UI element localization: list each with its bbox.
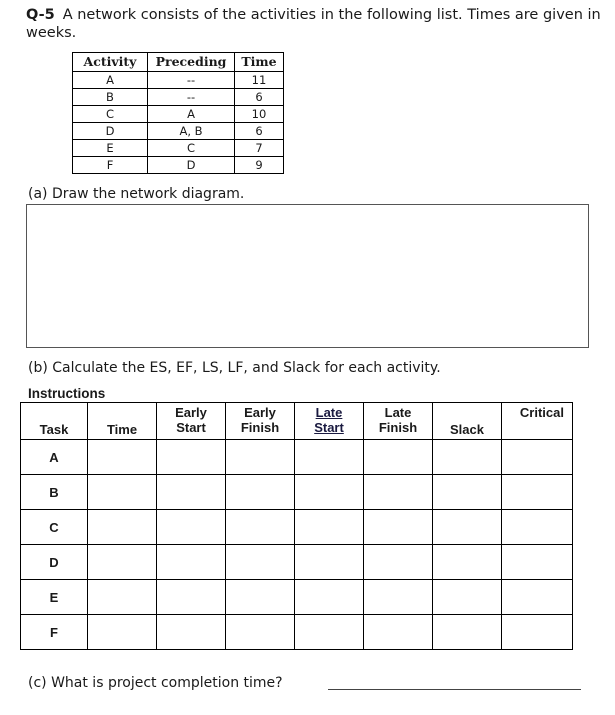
table-row	[21, 580, 573, 615]
early-start-input[interactable]	[157, 475, 226, 510]
time-input[interactable]	[88, 615, 157, 650]
late-start-input[interactable]	[295, 510, 364, 545]
early-start-input[interactable]	[157, 545, 226, 580]
late-finish-input[interactable]	[364, 440, 433, 475]
part-c-prompt: (c) What is project completion time?	[28, 675, 283, 691]
early-start-input[interactable]	[157, 440, 226, 475]
critical-input[interactable]	[502, 510, 573, 545]
early-finish-input[interactable]	[226, 545, 295, 580]
activity-cell: F	[73, 157, 148, 174]
table-row	[73, 157, 284, 174]
critical-input[interactable]	[502, 545, 573, 580]
late-finish-input[interactable]	[364, 475, 433, 510]
time-cell: 10	[235, 106, 284, 123]
time-cell: 6	[235, 89, 284, 106]
late-finish-input[interactable]	[364, 545, 433, 580]
question-text	[26, 6, 601, 42]
instructions-label: Instructions	[28, 386, 106, 401]
table-row	[21, 510, 573, 545]
preceding-header: Preceding	[148, 53, 235, 72]
critical-header: Critical	[502, 403, 573, 440]
early-start-input[interactable]	[157, 615, 226, 650]
table-row	[21, 615, 573, 650]
results-table	[20, 402, 573, 650]
time-header: Time	[235, 53, 284, 72]
question-body: A network consists of the activities in the following list. Times are given in weeks.	[26, 7, 601, 41]
slack-input[interactable]	[433, 510, 502, 545]
late-start-input[interactable]	[295, 580, 364, 615]
task-label: A	[21, 440, 88, 475]
slack-input[interactable]	[433, 580, 502, 615]
preceding-cell: C	[148, 140, 235, 157]
early-finish-input[interactable]	[226, 580, 295, 615]
time-input[interactable]	[88, 580, 157, 615]
activity-cell: C	[73, 106, 148, 123]
critical-input[interactable]	[502, 615, 573, 650]
table-row	[21, 545, 573, 580]
table-row	[73, 140, 284, 157]
late-start-input[interactable]	[295, 545, 364, 580]
table-row	[73, 123, 284, 140]
time-input[interactable]	[88, 545, 157, 580]
preceding-cell: A, B	[148, 123, 235, 140]
task-label: D	[21, 545, 88, 580]
early-finish-input[interactable]	[226, 510, 295, 545]
early-finish-input[interactable]	[226, 440, 295, 475]
activity-cell: A	[73, 72, 148, 89]
task-label: C	[21, 510, 88, 545]
late-finish-input[interactable]	[364, 615, 433, 650]
activity-table	[72, 52, 284, 174]
time-cell: 7	[235, 140, 284, 157]
table-row	[73, 72, 284, 89]
completion-time-answer-line[interactable]	[328, 689, 581, 690]
preceding-cell: A	[148, 106, 235, 123]
question-number: Q-5	[26, 7, 55, 23]
activity-cell: D	[73, 123, 148, 140]
task-label: B	[21, 475, 88, 510]
early-start-input[interactable]	[157, 580, 226, 615]
late-finish-header: Late Finish	[364, 403, 433, 440]
critical-input[interactable]	[502, 475, 573, 510]
slack-input[interactable]	[433, 475, 502, 510]
late-start-input[interactable]	[295, 475, 364, 510]
late-start-input[interactable]	[295, 615, 364, 650]
slack-input[interactable]	[433, 545, 502, 580]
early-finish-input[interactable]	[226, 475, 295, 510]
preceding-cell: --	[148, 72, 235, 89]
activity-header: Activity	[73, 53, 148, 72]
task-label: F	[21, 615, 88, 650]
late-start-input[interactable]	[295, 440, 364, 475]
early-finish-input[interactable]	[226, 615, 295, 650]
critical-input[interactable]	[502, 440, 573, 475]
table-row	[21, 475, 573, 510]
time-input[interactable]	[88, 440, 157, 475]
slack-input[interactable]	[433, 440, 502, 475]
table-row	[73, 106, 284, 123]
critical-input[interactable]	[502, 580, 573, 615]
activity-cell: B	[73, 89, 148, 106]
part-a-prompt: (a) Draw the network diagram.	[28, 186, 245, 202]
task-label: E	[21, 580, 88, 615]
activity-cell: E	[73, 140, 148, 157]
early-start-input[interactable]	[157, 510, 226, 545]
time-input[interactable]	[88, 475, 157, 510]
time-cell: 6	[235, 123, 284, 140]
slack-input[interactable]	[433, 615, 502, 650]
early-start-header: Early Start	[157, 403, 226, 440]
late-finish-input[interactable]	[364, 580, 433, 615]
diagram-drawing-area[interactable]	[26, 204, 589, 348]
time-cell: 9	[235, 157, 284, 174]
part-b-prompt: (b) Calculate the ES, EF, LS, LF, and Slack for each activity.	[28, 360, 441, 376]
time-input[interactable]	[88, 510, 157, 545]
time-header: Time	[88, 403, 157, 440]
preceding-cell: --	[148, 89, 235, 106]
slack-header: Slack	[433, 403, 502, 440]
preceding-cell: D	[148, 157, 235, 174]
task-header: Task	[21, 403, 88, 440]
table-row	[21, 440, 573, 475]
late-start-header: Late Start	[295, 403, 364, 440]
early-finish-header: Early Finish	[226, 403, 295, 440]
table-row	[73, 89, 284, 106]
late-finish-input[interactable]	[364, 510, 433, 545]
time-cell: 11	[235, 72, 284, 89]
